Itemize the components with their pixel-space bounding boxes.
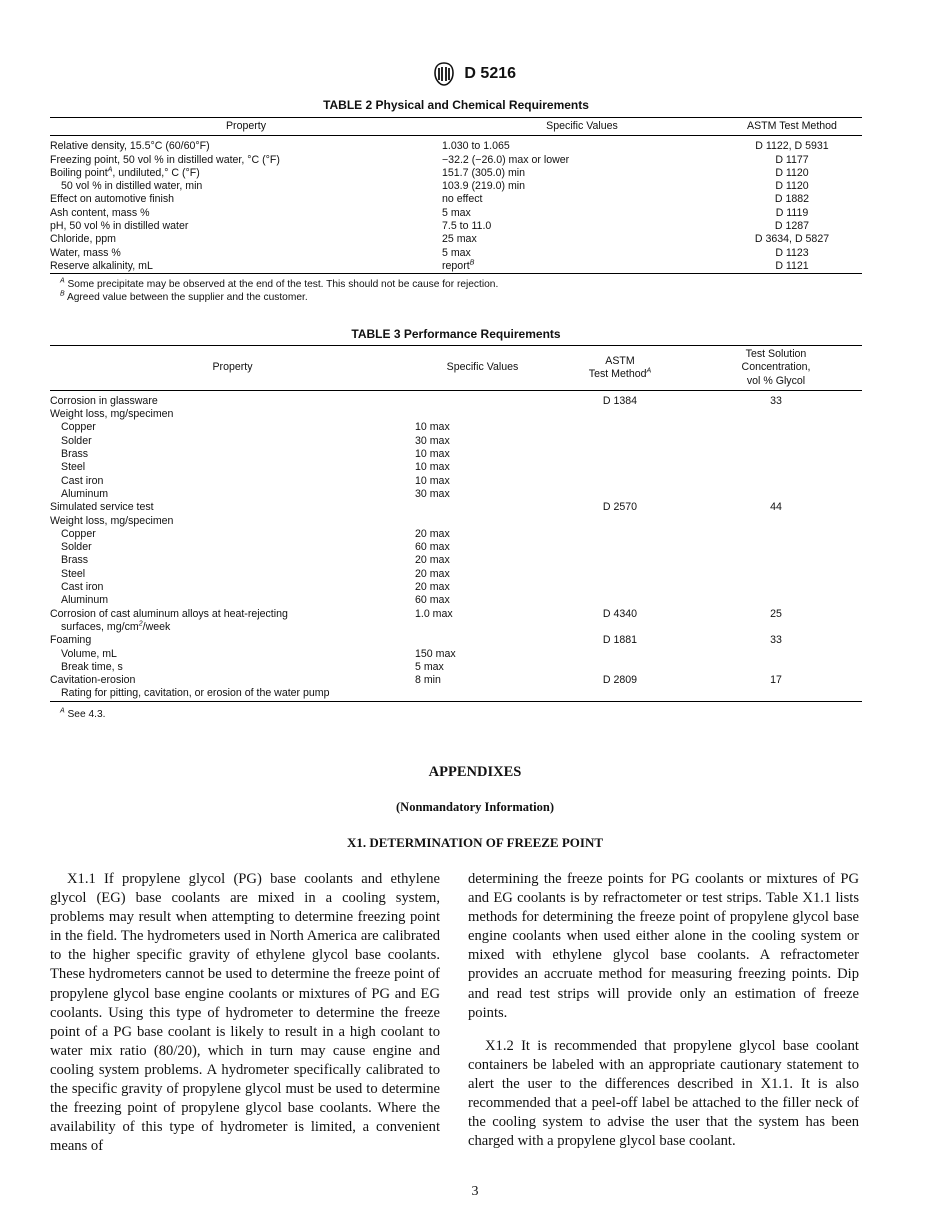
footnote-mark: B — [469, 259, 475, 267]
method-cell — [550, 568, 690, 581]
table-row — [50, 661, 862, 674]
concentration-cell — [690, 475, 862, 488]
property-cell — [50, 167, 442, 180]
method-cell — [550, 448, 690, 461]
concentration-cell — [690, 515, 862, 528]
value-cell — [415, 621, 550, 634]
concentration-cell — [690, 528, 862, 541]
value-text: 10 max — [415, 461, 450, 474]
value-text: 25 max — [442, 233, 477, 246]
concentration-text: 17 — [770, 674, 782, 687]
property-cell — [50, 568, 415, 581]
method-cell — [550, 634, 690, 647]
appendix-title: APPENDIXES — [428, 764, 522, 780]
method-cell — [722, 207, 862, 220]
property-text: , undiluted,° C (°F) — [112, 166, 200, 179]
table-row — [50, 528, 862, 541]
table-row — [50, 421, 862, 434]
value-cell — [442, 154, 722, 167]
appendix-subtitle: (Nonmandatory Information) — [396, 800, 554, 814]
table-row — [50, 233, 862, 246]
property-text: Corrosion of cast aluminum alloys at heat-rejecting — [50, 607, 288, 620]
value-cell — [415, 475, 550, 488]
concentration-cell — [690, 581, 862, 594]
method-cell — [550, 581, 690, 594]
table-row — [50, 390, 862, 408]
table-row — [50, 687, 862, 701]
method-cell — [722, 220, 862, 233]
table-row — [50, 475, 862, 488]
table-row — [50, 448, 862, 461]
method-cell — [550, 674, 690, 687]
table2-header-values: Specific Values — [546, 120, 618, 132]
value-cell — [415, 408, 550, 421]
property-text: Volume, mL — [61, 647, 117, 660]
left-column — [50, 870, 440, 1156]
property-cell — [50, 247, 442, 260]
table-row — [50, 554, 862, 567]
property-cell — [50, 488, 415, 501]
property-cell — [50, 554, 415, 567]
property-text: Rating for pitting, cavitation, or erosion of the water pump — [61, 687, 330, 700]
property-cell — [50, 461, 415, 474]
property-text: Freezing point, 50 vol % in distilled water, °C (°F) — [50, 153, 280, 166]
value-text: 60 max — [415, 594, 450, 607]
table3-footnote-a — [60, 708, 105, 721]
table3-header-method — [550, 346, 690, 391]
property-text: surfaces, mg/cm — [61, 620, 139, 633]
property-cell — [50, 220, 442, 233]
method-cell — [550, 661, 690, 674]
concentration-cell — [690, 461, 862, 474]
value-cell — [415, 435, 550, 448]
property-cell — [50, 661, 415, 674]
table-row — [50, 648, 862, 661]
method-cell — [550, 421, 690, 434]
value-cell — [415, 674, 550, 687]
value-cell — [415, 461, 550, 474]
standard-designation: D 5216 — [464, 65, 517, 82]
property-text: Relative density, 15.5°C (60/60°F) — [50, 140, 210, 153]
property-cell — [50, 233, 442, 246]
value-cell — [415, 634, 550, 647]
header-line: vol % Glycol — [746, 374, 806, 387]
table-row — [50, 674, 862, 687]
header-line: Test Solution — [745, 348, 807, 360]
table-row — [50, 247, 862, 260]
table-row — [50, 621, 862, 634]
value-text: 103.9 (219.0) min — [442, 180, 526, 193]
table2-header-property: Property — [225, 120, 267, 132]
table-row — [50, 515, 862, 528]
property-cell — [50, 501, 415, 514]
property-cell — [50, 207, 442, 220]
table-row — [50, 461, 862, 474]
concentration-text: 44 — [770, 501, 782, 514]
property-cell — [50, 408, 415, 421]
value-text: 150 max — [415, 647, 456, 660]
property-cell — [50, 448, 415, 461]
footnote-mark: A — [107, 166, 113, 174]
property-text: Boiling point — [50, 166, 108, 179]
method-cell — [722, 233, 862, 246]
method-text: D 1177 — [775, 153, 809, 166]
value-text: no effect — [442, 193, 483, 206]
value-cell — [442, 136, 722, 154]
table-row — [50, 154, 862, 167]
property-text: Cast iron — [61, 474, 104, 487]
table2-footnote-a — [60, 278, 498, 291]
value-cell — [442, 247, 722, 260]
method-text: D 1119 — [775, 206, 809, 219]
table3-header-values: Specific Values — [446, 361, 519, 374]
method-text: D 2570 — [602, 501, 638, 514]
method-cell — [550, 621, 690, 634]
method-cell — [722, 136, 862, 154]
property-cell — [50, 154, 442, 167]
concentration-cell — [690, 488, 862, 501]
concentration-cell — [690, 608, 862, 621]
property-cell — [50, 528, 415, 541]
right-column — [468, 870, 859, 1151]
value-cell — [415, 488, 550, 501]
property-text: Cast iron — [61, 581, 104, 594]
value-cell — [442, 193, 722, 206]
table3 — [50, 345, 862, 702]
method-cell — [722, 167, 862, 180]
value-text: 5 max — [442, 246, 471, 259]
concentration-cell — [690, 634, 862, 647]
value-cell — [415, 528, 550, 541]
value-cell — [442, 207, 722, 220]
property-cell — [50, 421, 415, 434]
property-cell — [50, 390, 415, 408]
value-cell — [415, 501, 550, 514]
footnote-text: Some precipitate may be observed at the end of the test. This should not be cause for rejection. — [67, 279, 499, 290]
value-text: 7.5 to 11.0 — [442, 220, 492, 233]
property-cell — [50, 621, 415, 634]
astm-logo-icon — [434, 62, 454, 86]
property-cell — [50, 648, 415, 661]
method-text: D 1122, D 5931 — [755, 140, 829, 153]
value-cell — [442, 220, 722, 233]
property-text: Copper — [61, 527, 96, 540]
property-cell — [50, 594, 415, 607]
table3-header-property: Property — [212, 361, 253, 374]
concentration-text: 33 — [770, 634, 782, 647]
table-row — [50, 501, 862, 514]
method-cell — [550, 501, 690, 514]
property-text: Weight loss, mg/specimen — [50, 514, 174, 527]
footnote-mark: 2 — [138, 620, 143, 628]
table-row — [50, 541, 862, 554]
method-text: D 1120 — [775, 166, 809, 179]
property-cell — [50, 193, 442, 206]
concentration-cell — [690, 621, 862, 634]
method-cell — [550, 488, 690, 501]
table-row — [50, 488, 862, 501]
property-text: /week — [142, 620, 171, 633]
value-cell — [415, 421, 550, 434]
table2 — [50, 117, 862, 274]
footnote-mark: B — [60, 290, 65, 298]
property-text: Aluminum — [61, 594, 109, 607]
property-text: Reserve alkalinity, mL — [50, 259, 153, 272]
table2-footnote-b — [60, 291, 308, 304]
property-text: Copper — [61, 421, 96, 434]
table2-header-row — [50, 118, 862, 136]
property-text: Brass — [61, 448, 89, 461]
value-cell — [415, 554, 550, 567]
header-line: Concentration, — [741, 361, 811, 374]
method-cell — [550, 554, 690, 567]
table3-header-row — [50, 346, 862, 391]
section-heading: X1. DETERMINATION OF FREEZE POINT — [346, 835, 604, 850]
property-cell — [50, 180, 442, 193]
method-cell — [722, 193, 862, 206]
method-cell — [722, 260, 862, 274]
property-cell — [50, 541, 415, 554]
footnote-mark: A — [60, 277, 65, 285]
concentration-cell — [690, 594, 862, 607]
header-line: Test Method — [588, 367, 647, 380]
table-row — [50, 180, 862, 193]
value-text: 151.7 (305.0) min — [442, 166, 526, 179]
method-text: D 1121 — [775, 259, 809, 272]
footnote-mark: A — [646, 367, 652, 375]
concentration-cell — [690, 674, 862, 687]
concentration-cell — [690, 421, 862, 434]
method-text: D 4340 — [602, 607, 638, 620]
value-text: 5 max — [442, 206, 471, 219]
value-text: 30 max — [415, 434, 450, 447]
property-text: Effect on automotive finish — [50, 193, 175, 206]
method-cell — [722, 154, 862, 167]
value-cell — [415, 661, 550, 674]
concentration-cell — [690, 687, 862, 701]
value-cell — [415, 448, 550, 461]
property-cell — [50, 634, 415, 647]
method-cell — [550, 528, 690, 541]
table3-header-concentration — [690, 346, 862, 391]
concentration-cell — [690, 568, 862, 581]
method-cell — [550, 435, 690, 448]
footnote-text: See 4.3. — [67, 709, 106, 720]
concentration-cell — [690, 554, 862, 567]
method-text: D 1882 — [774, 193, 810, 206]
property-cell — [50, 515, 415, 528]
method-cell — [550, 390, 690, 408]
value-cell — [442, 167, 722, 180]
value-text: −32.2 (−26.0) max or lower — [442, 153, 570, 166]
property-cell — [50, 674, 415, 687]
page-number: 3 — [471, 1184, 479, 1199]
property-cell — [50, 475, 415, 488]
value-cell — [415, 608, 550, 621]
property-cell — [50, 136, 442, 154]
table-row — [50, 408, 862, 421]
value-cell — [415, 687, 550, 701]
method-cell — [550, 515, 690, 528]
property-cell — [50, 581, 415, 594]
table-row — [50, 167, 862, 180]
value-cell — [442, 260, 722, 274]
value-text: 10 max — [415, 448, 450, 461]
property-text: Chloride, ppm — [50, 233, 116, 246]
table-row — [50, 594, 862, 607]
concentration-text: 25 — [770, 607, 782, 620]
concentration-cell — [690, 435, 862, 448]
method-text: D 1287 — [774, 220, 810, 233]
footnote-mark: A — [60, 707, 65, 715]
table2-header-method: ASTM Test Method — [747, 120, 837, 132]
method-text: D 3634, D 5827 — [754, 233, 830, 246]
table2-caption: TABLE 2 Physical and Chemical Requirements — [323, 98, 589, 112]
value-text: 5 max — [415, 660, 444, 673]
value-cell — [415, 648, 550, 661]
property-text: Cavitation-erosion — [50, 674, 136, 687]
property-text: Solder — [61, 434, 92, 447]
table-row — [50, 608, 862, 621]
property-text: Solder — [61, 541, 92, 554]
value-text: 10 max — [415, 474, 450, 487]
property-text: Simulated service test — [50, 501, 154, 514]
method-text: D 1120 — [775, 180, 809, 193]
method-cell — [550, 475, 690, 488]
value-text: 1.0 max — [415, 607, 453, 620]
value-cell — [415, 515, 550, 528]
table-row — [50, 193, 862, 206]
property-text: Water, mass % — [50, 246, 121, 259]
footnote-text: Agreed value between the supplier and the customer. — [66, 292, 308, 303]
header-line: ASTM — [605, 354, 635, 367]
property-cell — [50, 435, 415, 448]
concentration-cell — [690, 408, 862, 421]
value-text: 20 max — [415, 527, 450, 540]
value-text: 10 max — [415, 421, 450, 434]
method-text: D 1881 — [602, 634, 638, 647]
method-cell — [722, 180, 862, 193]
value-text: 20 max — [415, 567, 450, 580]
table-row — [50, 634, 862, 647]
value-text: 8 min — [415, 674, 441, 687]
table-row — [50, 220, 862, 233]
property-cell — [50, 260, 442, 274]
table-row — [50, 568, 862, 581]
value-cell — [415, 594, 550, 607]
method-cell — [550, 687, 690, 701]
value-cell — [415, 581, 550, 594]
value-cell — [415, 541, 550, 554]
method-text: D 2809 — [602, 674, 638, 687]
value-cell — [415, 568, 550, 581]
concentration-cell — [690, 648, 862, 661]
paragraph-x1-2: X1.2 It is recommended that propylene glycol base coolant containers be labeled with an appropriate cautionary statement to alert the user to the differences described in X1.1. It is also recommended that a peel-off label be attached to the filler neck of the cooling system to advise the user that the system has been charged with a propylene glycol base coolant. — [468, 1037, 859, 1150]
property-cell — [50, 687, 415, 701]
value-text: report — [442, 259, 470, 272]
property-text: pH, 50 vol % in distilled water — [50, 220, 189, 233]
property-text: Break time, s — [61, 660, 123, 673]
method-cell — [550, 594, 690, 607]
value-text: 1.030 to 1.065 — [442, 140, 510, 153]
value-cell — [415, 390, 550, 408]
method-cell — [550, 648, 690, 661]
method-cell — [550, 541, 690, 554]
property-text: Steel — [61, 567, 86, 580]
property-text: 50 vol % in distilled water, min — [61, 180, 203, 193]
property-cell — [50, 608, 415, 621]
page-header — [0, 62, 950, 86]
concentration-text: 33 — [770, 394, 782, 407]
concentration-cell — [690, 661, 862, 674]
table3-caption: TABLE 3 Performance Requirements — [351, 327, 561, 341]
concentration-cell — [690, 501, 862, 514]
property-text: Weight loss, mg/specimen — [50, 408, 174, 421]
concentration-cell — [690, 448, 862, 461]
method-text: D 1384 — [602, 394, 638, 407]
concentration-cell — [690, 541, 862, 554]
table-row — [50, 260, 862, 274]
value-cell — [442, 180, 722, 193]
method-cell — [550, 408, 690, 421]
table-row — [50, 435, 862, 448]
property-text: Steel — [61, 461, 86, 474]
table-row — [50, 207, 862, 220]
value-text: 20 max — [415, 581, 450, 594]
property-text: Aluminum — [61, 487, 109, 500]
property-text: Brass — [61, 554, 89, 567]
method-cell — [550, 608, 690, 621]
method-cell — [550, 461, 690, 474]
value-text: 60 max — [415, 541, 450, 554]
value-text: 20 max — [415, 554, 450, 567]
value-cell — [442, 233, 722, 246]
property-text: Foaming — [50, 634, 92, 647]
property-text: Ash content, mass % — [50, 206, 150, 219]
method-text: D 1123 — [775, 246, 809, 259]
paragraph-x1-1: X1.1 If propylene glycol (PG) base coolants and ethylene glycol (EG) base coolants are mixed in a cooling system, problems may result when attempting to determine freezing point in the field. The hydrometers used in North America are calibrated to the higher specific gravity of ethylene glycol base coolants. These hydrometers cannot be used to determine the freeze point of propylene glycol base engine coolants or mixtures of PG and EG coolants. Using this type of hydrometer to determine the freeze point of a PG base coolant is likely to result in a high coolant to water mix ratio (80/20), which in turn may cause engine and cooling system problems. A hydrometer specifically calibrated to the specific gravity of propylene glycol must be used to determine the freezing point of propylene glycol base coolants. Where the availability of this type of hydrometer is limited, a convenient means of — [50, 871, 440, 1155]
concentration-cell — [690, 390, 862, 408]
method-cell — [722, 247, 862, 260]
paragraph-x1-1-continued: determining the freeze points for PG coolants or mixtures of PG and EG coolants is by refractometer or test strips. Table X1.1 lists methods for determining the freeze point of propylene glycol base engine coolants when used either alone in the cooling system or mixed with ethylene glycol base coolants. A refractometer provides an accruate method for measuring freezing points. Dip and read test strips will provide only an estimation of freeze points. — [468, 871, 859, 1021]
value-text: 30 max — [415, 487, 450, 500]
table-row — [50, 136, 862, 154]
property-text: Corrosion in glassware — [50, 394, 158, 407]
table-row — [50, 581, 862, 594]
